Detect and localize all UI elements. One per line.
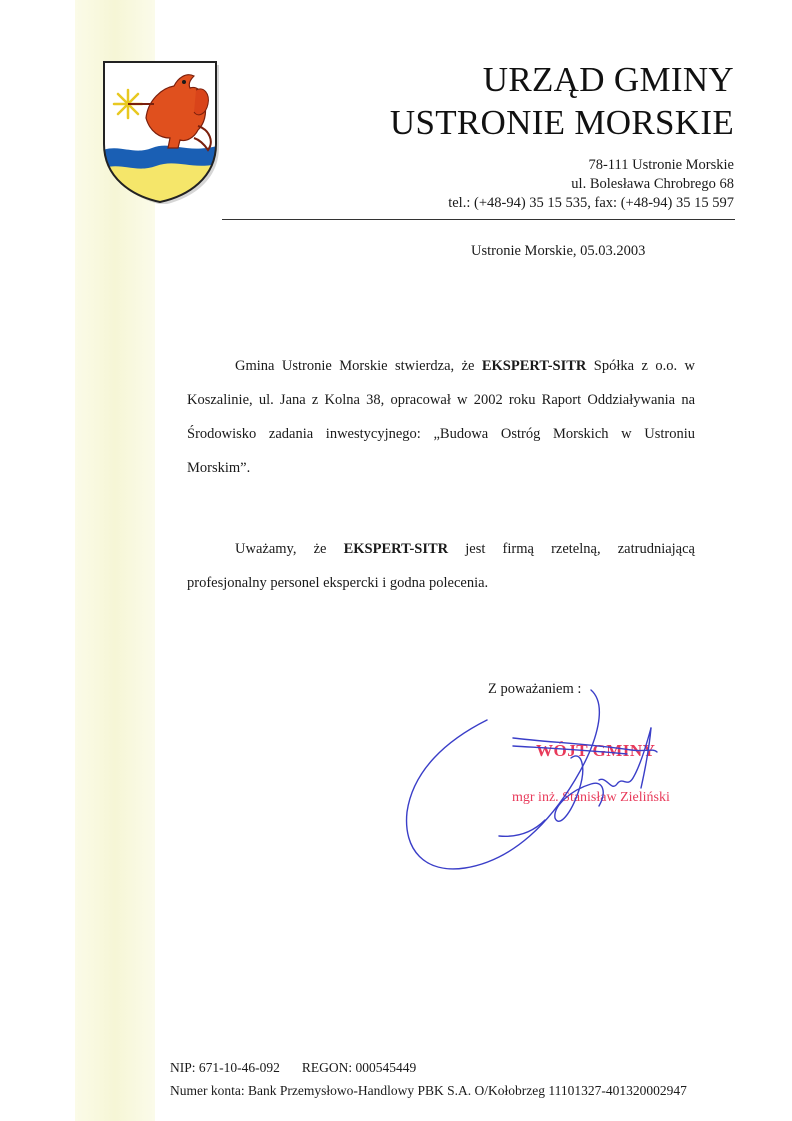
office-name-line1: URZĄD GMINY	[482, 60, 734, 99]
office-address	[314, 156, 734, 213]
paragraph-2-company: EKSPERT-SITR	[343, 541, 449, 557]
coat-of-arms-crest	[98, 56, 224, 204]
paragraph-1-after: Spółka z o.o. w Koszalinie, ul. Jana z Kolna 38, opracował w 2002 roku Raport Oddziaływania na Środowisko zadania inwestycyjnego: „Budowa Ostróg Morskich w Ustroniu Morskim”.	[187, 358, 695, 476]
header-divider	[222, 219, 735, 220]
footer	[170, 1056, 687, 1102]
address-line3: tel.: (+48-94) 35 15 535, fax: (+48-94) 35 15 597	[448, 195, 734, 211]
paragraph-1-company: EKSPERT-SITR	[481, 358, 587, 374]
office-name-line2: USTRONIE MORSKIE	[389, 103, 734, 142]
handwritten-signature	[395, 680, 695, 880]
footer-account: Numer konta: Bank Przemysłowo-Handlowy PBK S.A. O/Kołobrzeg 11101327-401320002947	[170, 1083, 687, 1098]
paragraph-2	[187, 532, 695, 600]
closing-salutation: Z poważaniem :	[488, 681, 582, 697]
address-line2: ul. Bolesława Chrobrego 68	[571, 176, 734, 192]
footer-nip: NIP: 671-10-46-092	[170, 1060, 280, 1075]
footer-ids	[170, 1056, 687, 1079]
office-name	[254, 58, 734, 144]
letter-date: Ustronie Morskie, 05.03.2003	[471, 243, 646, 259]
paragraph-2-after: jest firmą rzetelną, zatrudniającą profesjonalny personel ekspercki i godna polecenia.	[187, 541, 695, 591]
footer-regon: REGON: 000545449	[301, 1060, 417, 1075]
stamp-title: WÓJT GMINY	[536, 741, 656, 760]
address-line1: 78-111 Ustronie Morskie	[588, 157, 734, 173]
paragraph-1-before: Gmina Ustronie Morskie stwierdza, że	[235, 358, 482, 374]
paragraph-2-before: Uważamy, że	[235, 541, 344, 557]
paragraph-1	[187, 349, 695, 485]
stamp-name: mgr inż. Stanisław Zieliński	[512, 790, 670, 805]
